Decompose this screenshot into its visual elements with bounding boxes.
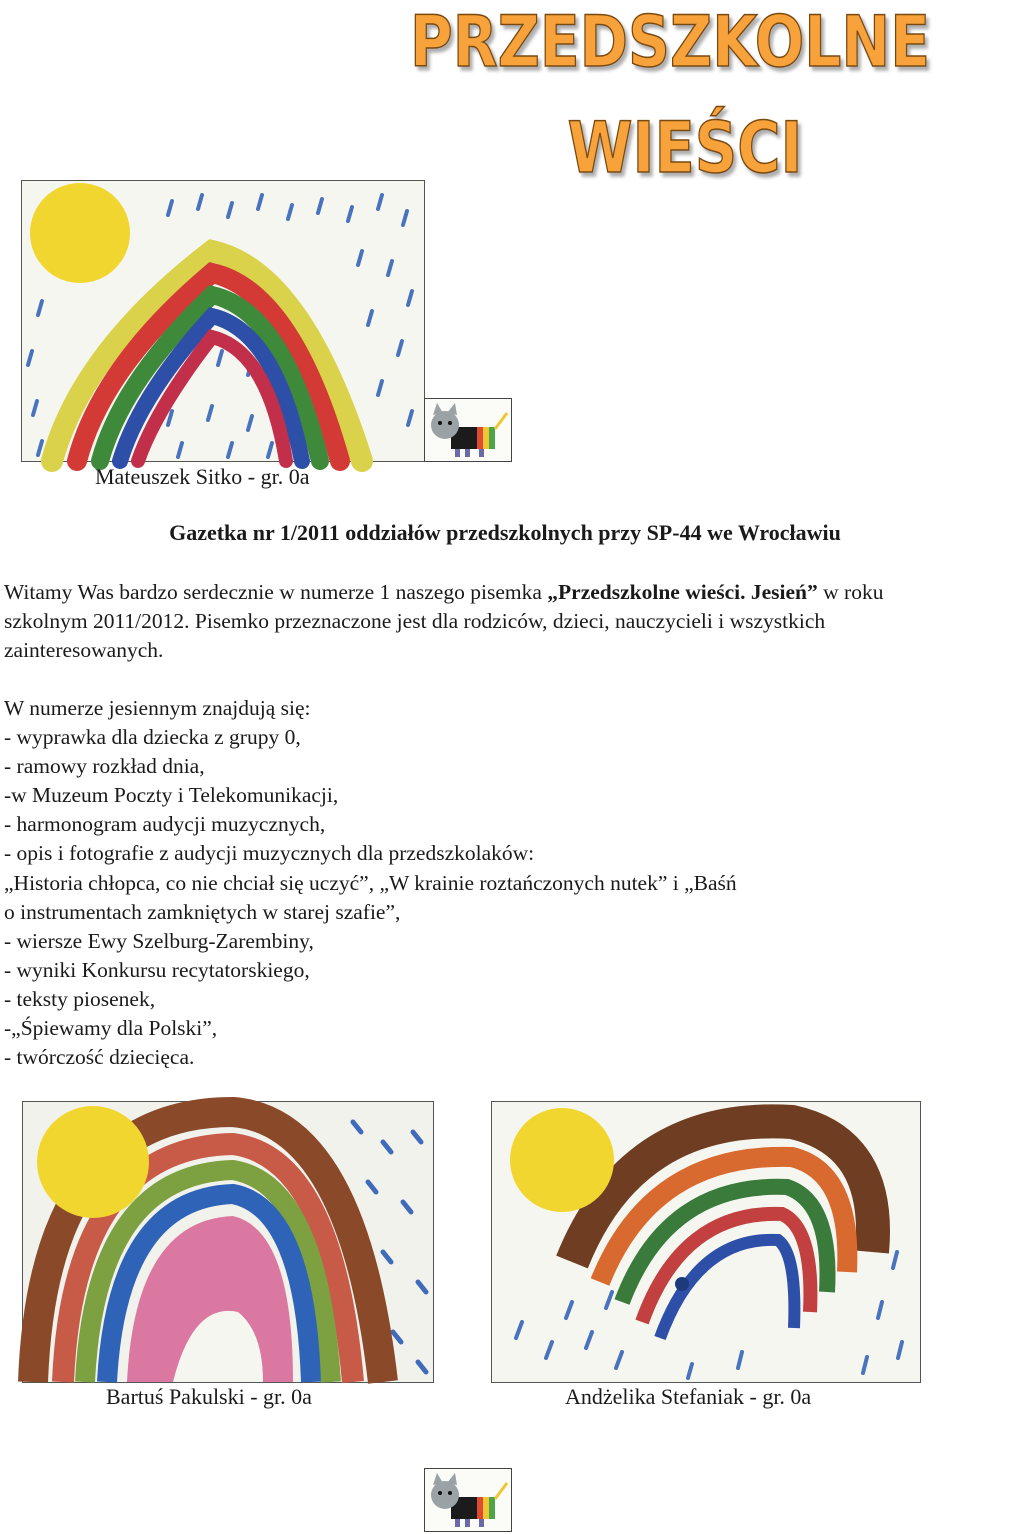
sun-icon xyxy=(30,183,130,283)
rainbow-painting-bottom-left xyxy=(22,1101,434,1383)
intro-title: „Przedszkolne wieści. Jesień” xyxy=(547,580,818,604)
contents-line: „Historia chłopca, co nie chciał się uczyć”, „W krainie roztańczonych nutek” i „Baśń xyxy=(4,870,737,895)
intro-text-end: w roku szkolnym 2011/2012. Pisemko przeznaczone jest dla rodziców, dzieci, nauczycieli i wszystkich zainteresowanych. xyxy=(4,580,884,662)
rainbow-painting-bottom-right xyxy=(491,1101,921,1383)
contents-line: -w Muzeum Poczty i Telekomunikacji, xyxy=(4,783,339,808)
masthead-logo xyxy=(400,0,940,189)
contents-line: - teksty piosenek, xyxy=(4,986,156,1011)
contents-line: o instrumentach zamkniętych w starej szafie”, xyxy=(4,899,401,924)
contents-line: - harmonogram audycji muzycznych, xyxy=(4,812,326,837)
masthead-line2: WIEŚCI xyxy=(567,107,803,189)
sun-icon xyxy=(37,1106,149,1218)
rainbow-drawing-bottom-left xyxy=(23,1102,433,1382)
contents-line: - wiersze Ewy Szelburg-Zarembiny, xyxy=(4,928,314,953)
cat-drawing-icon xyxy=(425,399,511,461)
cat-stamp-bottom xyxy=(424,1468,512,1532)
intro-paragraph xyxy=(4,578,960,665)
contents-line: W numerze jesiennym znajdują się: xyxy=(4,696,311,720)
contents-line: - ramowy rozkład dnia, xyxy=(4,754,205,779)
contents-line: - twórczość dziecięca. xyxy=(4,1045,195,1070)
caption-bottom-right-painting: Andżelika Stefaniak - gr. 0a xyxy=(565,1384,812,1409)
sun-icon xyxy=(510,1108,614,1212)
rainbow-drawing-top xyxy=(22,181,424,461)
cat-stamp-top xyxy=(424,398,512,462)
contents-line: - opis i fotografie z audycji muzycznych dla przedszkolaków: xyxy=(4,841,535,866)
rainbow-drawing-bottom-right xyxy=(492,1102,920,1382)
contents-line: - wyniki Konkursu recytatorskiego, xyxy=(4,957,310,982)
caption-top-painting: Mateuszek Sitko - gr. 0a xyxy=(95,464,310,489)
caption-bottom-left-painting: Bartuś Pakulski - gr. 0a xyxy=(106,1384,312,1409)
masthead-line1: PRZEDSZKOLNE xyxy=(410,1,930,83)
issue-heading: Gazetka nr 1/2011 oddziałów przedszkolnych przy SP-44 we Wrocławiu xyxy=(169,520,841,545)
contents-list xyxy=(4,694,960,1072)
cat-drawing-icon xyxy=(425,1469,511,1531)
rainbow-painting-top xyxy=(21,180,425,462)
intro-text-start: Witamy Was bardzo serdecznie w numerze 1 naszego pisemka xyxy=(4,580,548,604)
masthead-graphic xyxy=(400,0,940,189)
contents-line: - wyprawka dla dziecka z grupy 0, xyxy=(4,725,301,750)
contents-line: -„Śpiewamy dla Polski”, xyxy=(4,1016,218,1041)
